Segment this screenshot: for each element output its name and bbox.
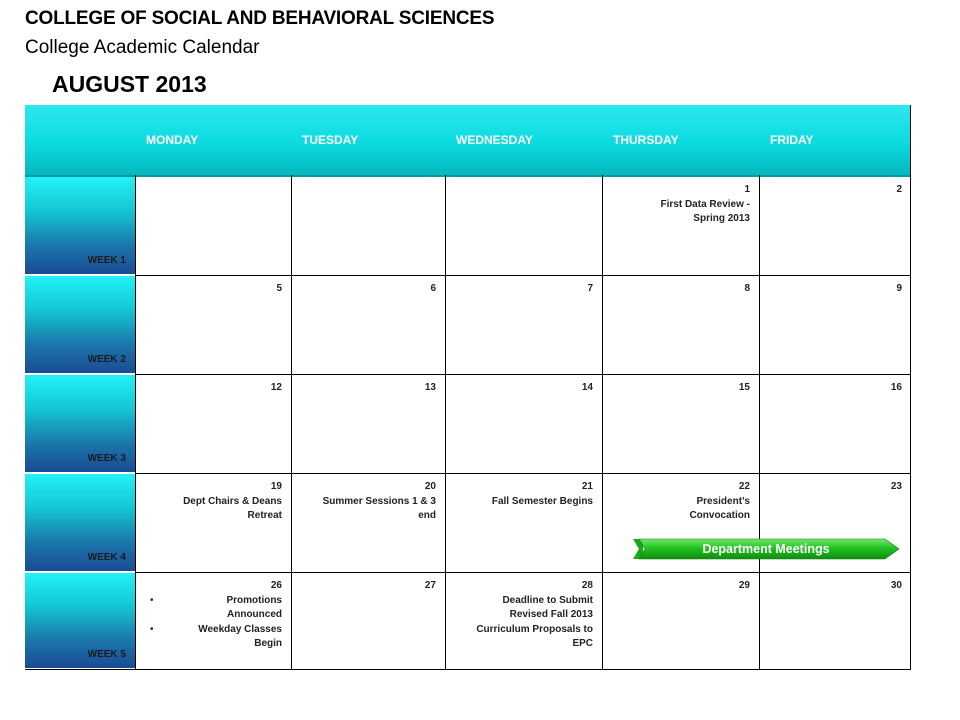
day-number: 22 bbox=[738, 481, 750, 492]
day-cell bbox=[292, 375, 445, 396]
day-cell bbox=[760, 573, 911, 594]
day-number: 8 bbox=[744, 283, 750, 294]
day-cell bbox=[603, 375, 759, 396]
banner-label: Department Meetings bbox=[702, 542, 830, 556]
calendar-subtitle: College Academic Calendar bbox=[25, 37, 260, 58]
day-cell bbox=[292, 573, 445, 594]
day-cell bbox=[603, 573, 759, 594]
weekday-header-thursday bbox=[603, 105, 759, 175]
day-number: 27 bbox=[424, 580, 436, 591]
event-text: EPC bbox=[572, 638, 593, 649]
day-number: 13 bbox=[424, 382, 436, 393]
bullet-dot-icon: • bbox=[150, 623, 154, 635]
day-cell bbox=[136, 474, 291, 524]
weekday-label: MONDAY bbox=[146, 133, 199, 147]
day-cell bbox=[603, 276, 759, 297]
day-number: 14 bbox=[581, 382, 593, 393]
month-title: AUGUST 2013 bbox=[52, 71, 207, 97]
weekday-label: WEDNESDAY bbox=[456, 133, 533, 147]
day-cell bbox=[603, 177, 759, 227]
day-cell bbox=[446, 375, 602, 396]
calendar-grid bbox=[25, 105, 911, 670]
day-number: 16 bbox=[890, 382, 902, 393]
event-text: Promotions bbox=[226, 594, 282, 606]
day-number: 6 bbox=[430, 283, 436, 294]
day-cell bbox=[446, 276, 602, 297]
week-1-cell bbox=[25, 177, 136, 276]
day-cell bbox=[760, 177, 911, 198]
day-cell bbox=[446, 474, 602, 509]
day-number: 28 bbox=[581, 580, 593, 591]
weekday-header-monday bbox=[136, 105, 291, 175]
day-number: 7 bbox=[587, 283, 593, 294]
event-text: Deadline to Submit bbox=[502, 594, 593, 606]
grid-line bbox=[602, 175, 603, 670]
weekday-label: THURSDAY bbox=[613, 133, 679, 147]
event-text: President’s bbox=[696, 495, 750, 507]
day-cell bbox=[292, 474, 445, 524]
weekday-header-wednesday bbox=[446, 105, 602, 175]
day-cell bbox=[136, 276, 291, 297]
weekday-header-tuesday bbox=[292, 105, 445, 175]
event-text: Begin bbox=[254, 638, 282, 649]
day-number: 30 bbox=[890, 580, 902, 591]
event-text: Fall Semester Begins bbox=[491, 495, 593, 507]
day-number: 5 bbox=[276, 283, 282, 294]
weekday-header-friday bbox=[760, 105, 911, 175]
day-cell bbox=[760, 276, 911, 297]
day-cell bbox=[446, 573, 602, 652]
event-text: First Data Review - bbox=[660, 198, 750, 210]
day-cell bbox=[292, 276, 445, 297]
day-number: 26 bbox=[270, 580, 282, 591]
week-label: WEEK 3 bbox=[87, 453, 126, 464]
event-text: Revised Fall 2013 bbox=[509, 609, 593, 620]
event-text: Weekday Classes bbox=[198, 623, 282, 635]
day-number: 12 bbox=[270, 382, 282, 393]
day-number: 2 bbox=[896, 184, 902, 195]
grid-line bbox=[291, 175, 292, 670]
grid-line bbox=[25, 669, 911, 670]
event-text: Announced bbox=[227, 609, 282, 620]
bullet-dot-icon: • bbox=[150, 594, 154, 606]
day-number: 20 bbox=[424, 481, 436, 492]
weekday-label: FRIDAY bbox=[770, 133, 814, 147]
event-bullet bbox=[136, 623, 282, 652]
day-cell bbox=[136, 375, 291, 396]
event-text: Spring 2013 bbox=[693, 213, 750, 224]
day-number: 23 bbox=[890, 481, 902, 492]
week-label: WEEK 5 bbox=[87, 649, 126, 660]
weekday-label: TUESDAY bbox=[302, 133, 359, 147]
week-label: WEEK 2 bbox=[87, 354, 126, 365]
college-title: COLLEGE OF SOCIAL AND BEHAVIORAL SCIENCES bbox=[25, 8, 495, 29]
day-number: 19 bbox=[270, 481, 282, 492]
day-cell bbox=[760, 375, 911, 396]
day-number: 9 bbox=[896, 283, 902, 294]
day-cell bbox=[603, 474, 759, 524]
event-text: Convocation bbox=[689, 510, 750, 521]
week-4-cell bbox=[25, 474, 136, 573]
week-5-cell bbox=[25, 573, 136, 668]
weekday-header-row bbox=[25, 105, 911, 177]
event-bullet bbox=[136, 594, 282, 623]
week-3-cell bbox=[25, 375, 136, 474]
event-text: Retreat bbox=[247, 510, 282, 521]
grid-line bbox=[759, 175, 760, 670]
event-text: end bbox=[418, 510, 436, 521]
event-text: Summer Sessions 1 & 3 bbox=[322, 495, 436, 507]
day-number: 15 bbox=[738, 382, 750, 393]
week-2-cell bbox=[25, 276, 136, 375]
event-text: Dept Chairs & Deans bbox=[183, 495, 282, 507]
department-meetings-banner bbox=[633, 536, 899, 562]
day-cell bbox=[136, 573, 291, 652]
day-number: 21 bbox=[581, 481, 593, 492]
day-number: 29 bbox=[738, 580, 750, 591]
event-text: Curriculum Proposals to bbox=[476, 623, 593, 635]
week-label: WEEK 1 bbox=[87, 255, 126, 266]
week-label: WEEK 4 bbox=[87, 552, 126, 563]
event-bullet-list bbox=[136, 594, 282, 652]
day-number: 1 bbox=[744, 184, 750, 195]
day-cell bbox=[760, 474, 911, 495]
